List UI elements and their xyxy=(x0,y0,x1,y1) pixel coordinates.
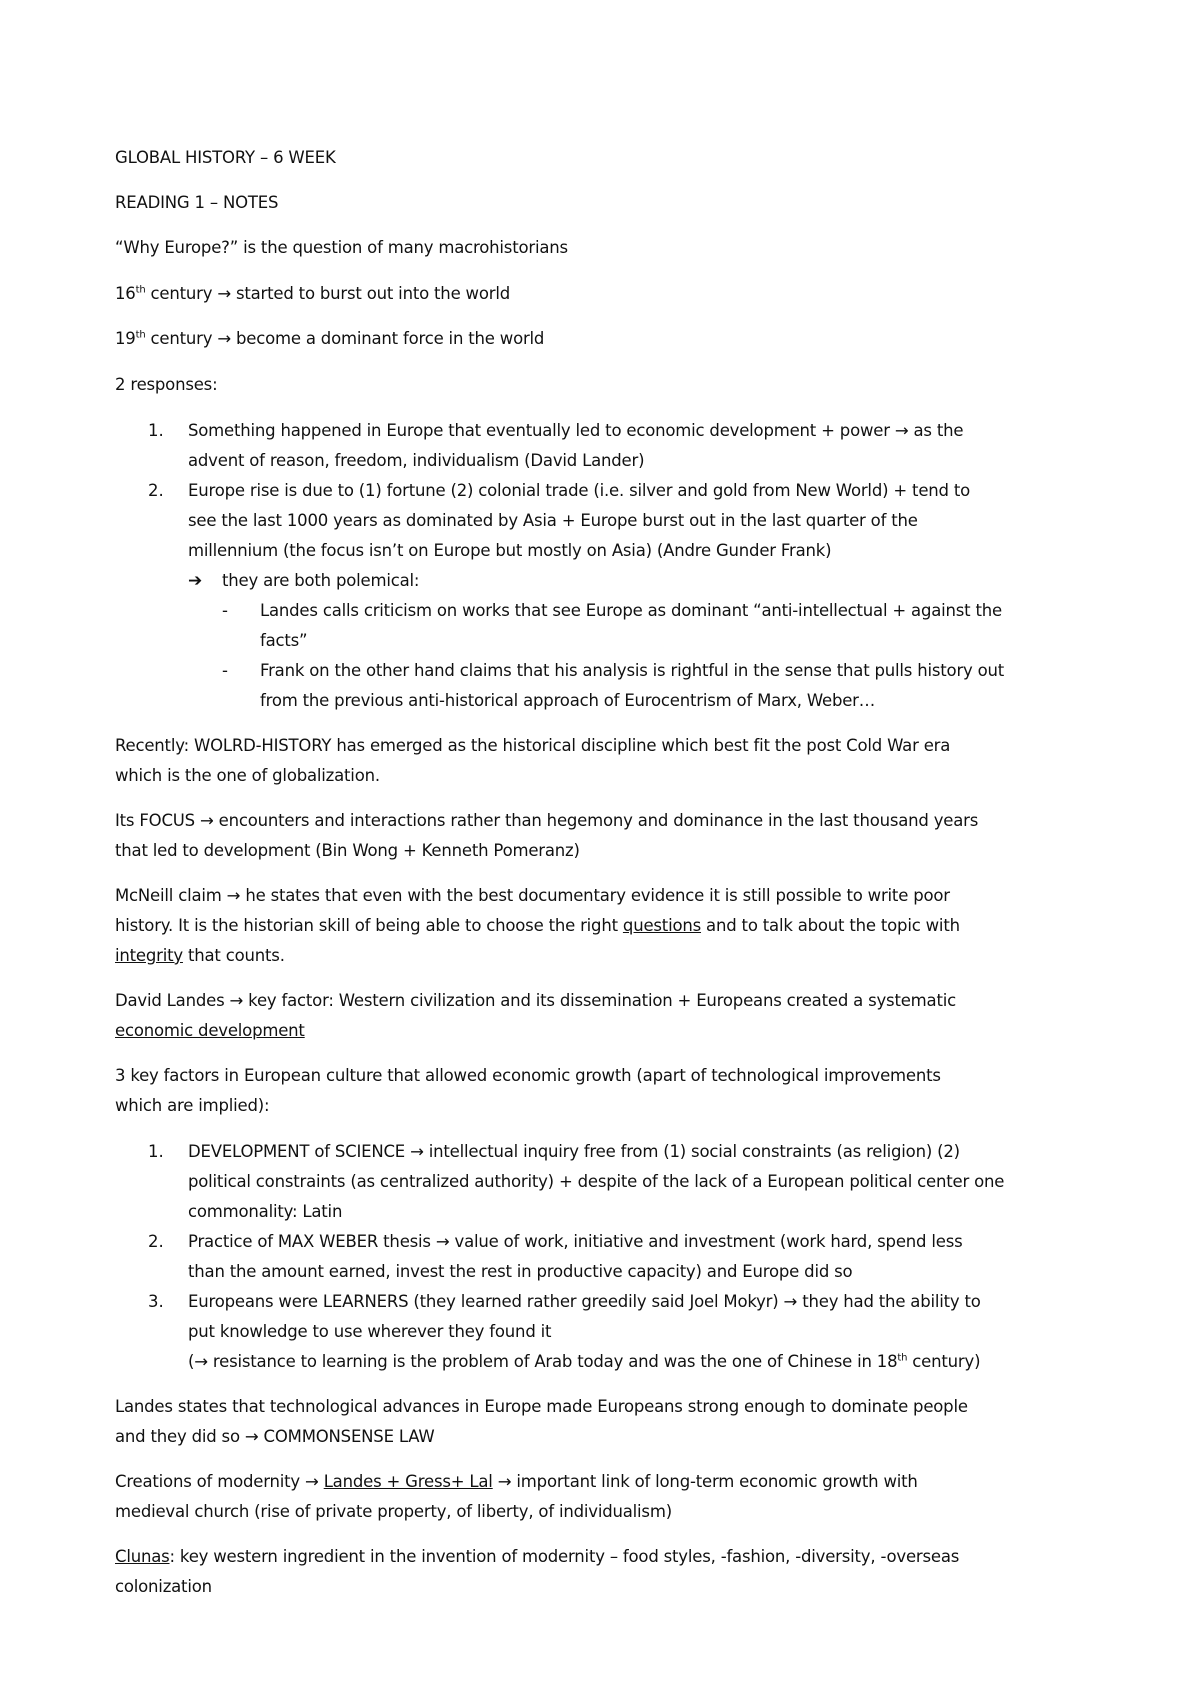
paragraph-line: and they did so → COMMONSENSE LAW xyxy=(115,1427,435,1446)
sub-item-text: from the previous anti-historical approach of Eurocentrism of Marx, Weber… xyxy=(260,691,876,710)
list-item-text: millennium (the focus isn’t on Europe but mostly on Asia) (Andre Gunder Frank) xyxy=(188,541,832,560)
line-text: : key western ingredient in the invention of modernity – food styles, -fashion, -diversity, -overseas xyxy=(169,1547,960,1566)
line-text: that counts. xyxy=(182,946,285,965)
paragraph-line xyxy=(115,1472,918,1492)
underlined-term: Landes + Gress+ Lal xyxy=(323,1472,493,1491)
line-text: century) xyxy=(907,1352,981,1371)
paragraph-line: colonization xyxy=(115,1577,212,1596)
line-text: century → started to burst out into the world xyxy=(145,284,510,303)
list-item-text: they are both polemical: xyxy=(222,571,420,590)
list-number: 1. xyxy=(148,421,164,440)
underlined-term: Clunas xyxy=(115,1547,170,1566)
century-number: 16 xyxy=(115,284,136,303)
paragraph-line: Recently: WOLRD-HISTORY has emerged as the historical discipline which best fit the post Cold War era xyxy=(115,736,951,755)
line-text: (→ resistance to learning is the problem of Arab today and was the one of Chinese in 18 xyxy=(188,1352,898,1371)
century-number: 19 xyxy=(115,329,136,348)
line-text: Creations of modernity → xyxy=(115,1472,324,1491)
underlined-term: integrity xyxy=(115,946,183,965)
list-number: 2. xyxy=(148,1232,164,1251)
line-text: history. It is the historian skill of being able to choose the right xyxy=(115,916,623,935)
paragraph-line: medieval church (rise of private property, of liberty, of individualism) xyxy=(115,1502,672,1521)
arrow-bullet-icon: ➔ xyxy=(188,571,203,591)
underlined-term: questions xyxy=(622,916,702,935)
list-item-text: Europe rise is due to (1) fortune (2) colonial trade (i.e. silver and gold from New World) + tend to xyxy=(188,481,971,500)
list-item-text: see the last 1000 years as dominated by Asia + Europe burst out in the last quarter of the xyxy=(188,511,918,530)
paragraph-line: which is the one of globalization. xyxy=(115,766,380,785)
ordinal-suffix: th xyxy=(897,1352,908,1364)
paragraph-line: David Landes → key factor: Western civilization and its dissemination + Europeans created a systematic xyxy=(115,991,956,1010)
line-text: → important link of long-term economic growth with xyxy=(492,1472,918,1491)
paragraph-line: which are implied): xyxy=(115,1096,270,1115)
list-number: 2. xyxy=(148,481,164,500)
paragraph-line: that led to development (Bin Wong + Kenneth Pomeranz) xyxy=(115,841,580,860)
list-item-text: Something happened in Europe that eventually led to economic development + power → as the xyxy=(188,421,964,440)
ordinal-suffix: th xyxy=(135,284,146,296)
list-number: 1. xyxy=(148,1142,164,1161)
paragraph-line xyxy=(115,1547,959,1567)
paragraph-line: Its FOCUS → encounters and interactions rather than hegemony and dominance in the last thousand years xyxy=(115,811,979,830)
list-number: 3. xyxy=(148,1292,164,1311)
text-line xyxy=(115,284,510,304)
ordinal-suffix: th xyxy=(135,329,146,341)
list-item-text: than the amount earned, invest the rest in productive capacity) and Europe did so xyxy=(188,1262,853,1281)
sub-item-text: facts” xyxy=(260,631,308,650)
sub-item-text: Landes calls criticism on works that see Europe as dominant “anti-intellectual + against the xyxy=(260,601,1002,620)
list-item-text: put knowledge to use wherever they found it xyxy=(188,1322,552,1341)
paragraph-line: 3 key factors in European culture that allowed economic growth (apart of technological improvements xyxy=(115,1066,941,1085)
reading-heading: READING 1 – NOTES xyxy=(115,193,279,212)
paragraph-line xyxy=(115,916,960,936)
dash-bullet: - xyxy=(222,601,228,620)
doc-title: GLOBAL HISTORY – 6 WEEK xyxy=(115,148,336,167)
line-text: century → become a dominant force in the world xyxy=(145,329,545,348)
list-item-text: commonality: Latin xyxy=(188,1202,343,1221)
paragraph-line: Landes states that technological advances in Europe made Europeans strong enough to dominate people xyxy=(115,1397,968,1416)
sub-item-text: Frank on the other hand claims that his analysis is rightful in the sense that pulls history out xyxy=(260,661,1005,680)
list-item-text: Europeans were LEARNERS (they learned rather greedily said Joel Mokyr) → they had the ability to xyxy=(188,1292,981,1311)
paragraph-line xyxy=(115,1021,305,1041)
dash-bullet: - xyxy=(222,661,228,680)
list-item-text xyxy=(188,1352,980,1372)
list-item-text: Practice of MAX WEBER thesis → value of work, initiative and investment (work hard, spend less xyxy=(188,1232,963,1251)
paragraph-line: McNeill claim → he states that even with the best documentary evidence it is still possible to write poor xyxy=(115,886,950,905)
underlined-term: economic development xyxy=(115,1021,305,1040)
line-text: and to talk about the topic with xyxy=(701,916,960,935)
text-line: “Why Europe?” is the question of many macrohistorians xyxy=(115,238,568,257)
text-line xyxy=(115,329,544,349)
paragraph-line xyxy=(115,946,285,966)
list-item-text: political constraints (as centralized authority) + despite of the lack of a European political center one xyxy=(188,1172,1005,1191)
list-item-text: DEVELOPMENT of SCIENCE → intellectual inquiry free from (1) social constraints (as religion) (2) xyxy=(188,1142,960,1161)
list-item-text: advent of reason, freedom, individualism (David Lander) xyxy=(188,451,645,470)
text-line: 2 responses: xyxy=(115,375,218,394)
